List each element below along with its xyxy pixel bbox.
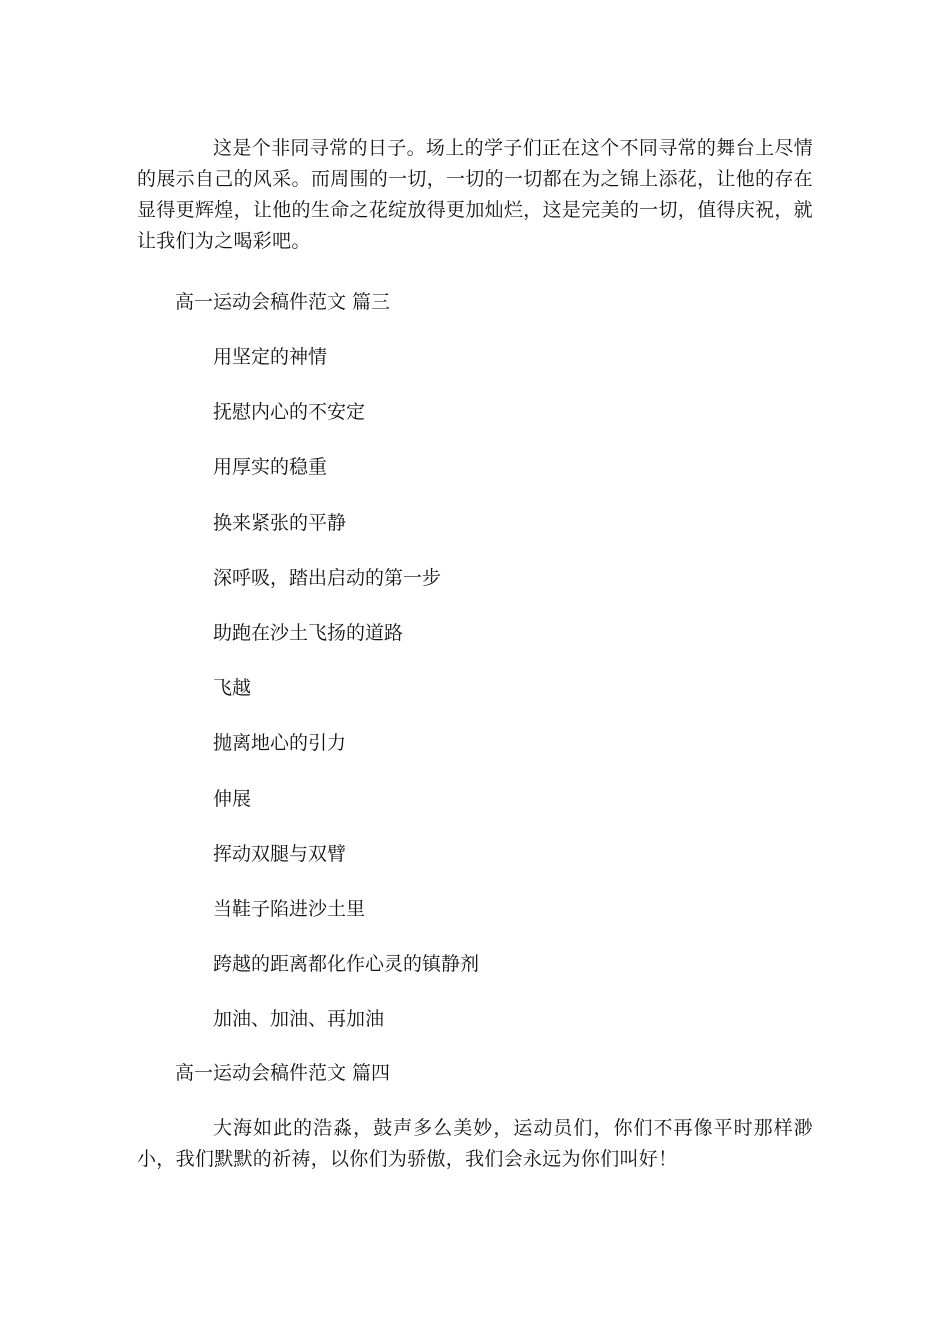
poem-line: 助跑在沙土飞扬的道路 — [213, 621, 404, 644]
poem-line: 跨越的距离都化作心灵的镇静剂 — [213, 953, 480, 976]
poem-line: 用厚实的稳重 — [213, 456, 328, 479]
poem-line: 挥动双腿与双臂 — [213, 842, 347, 865]
poem-line: 用坚定的神情 — [213, 346, 328, 368]
closing-paragraph: 大海如此的浩淼，鼓声多么美妙，运动员们，你们不再像平时那样渺小，我们默默的祈祷，以你们为骄傲，我们会永远为你们叫好！ — [137, 1117, 813, 1170]
poem-line: 深呼吸，踏出启动的第一步 — [213, 566, 442, 589]
poem-line: 飞越 — [213, 677, 252, 700]
intro-paragraph: 这是个非同寻常的日子。场上的学子们正在这个不同寻常的舞台上尽情的展示自己的风采。而周围的一切，一切的一切都在为之锦上添花，让他的存在显得更辉煌，让他的生命之花绽放得更加灿烂，这是完美的一切，值得庆祝，就让我们为之喝彩吧。 — [137, 137, 813, 252]
section-heading-4: 高一运动会稿件范文 篇四 — [175, 1062, 391, 1084]
poem-line: 当鞋子陷进沙土里 — [213, 897, 366, 920]
poem-line: 伸展 — [213, 787, 252, 810]
poem-line: 加油、加油、再加油 — [213, 1008, 385, 1031]
poem-line: 抚慰内心的不安定 — [213, 401, 366, 424]
poem-line: 抛离地心的引力 — [213, 732, 347, 755]
section-heading-3: 高一运动会稿件范文 篇三 — [175, 291, 391, 313]
poem-list — [213, 342, 479, 1059]
poem-line: 换来紧张的平静 — [213, 511, 347, 534]
